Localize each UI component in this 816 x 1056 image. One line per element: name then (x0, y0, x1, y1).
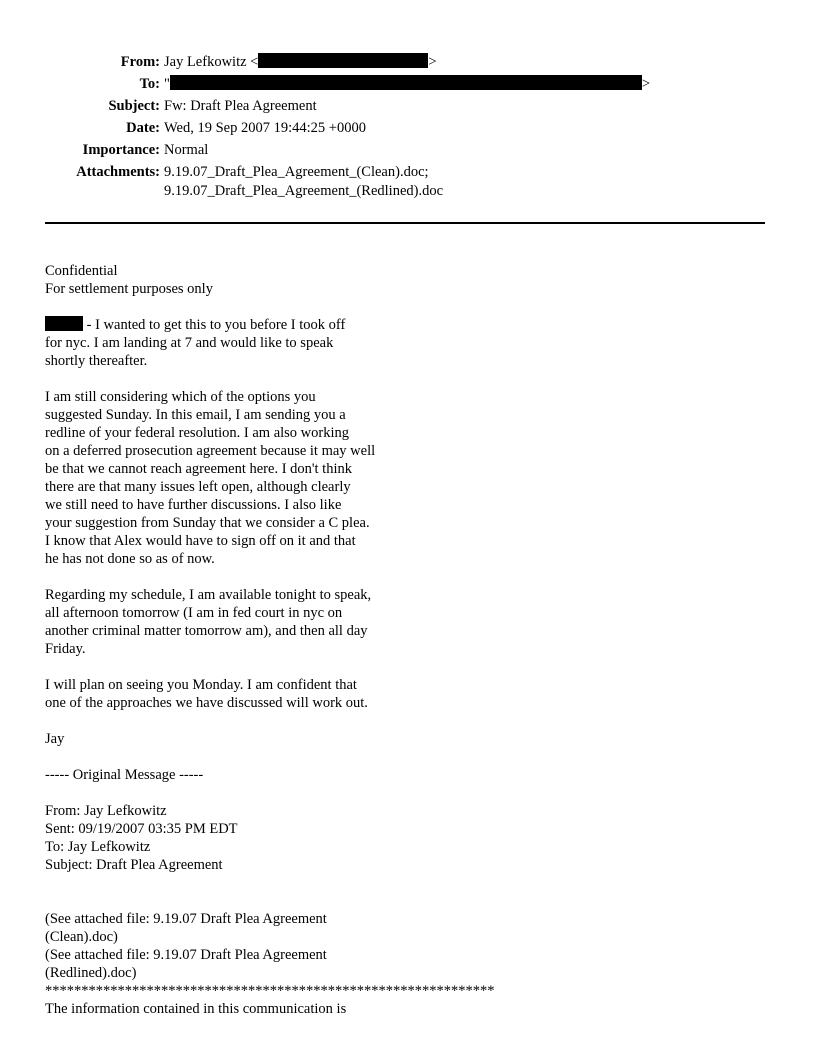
to-open: " (164, 76, 170, 92)
to-value (164, 74, 650, 94)
date-label: Date: (126, 120, 160, 136)
redaction-box (45, 316, 83, 331)
paragraph-line: for nyc. I am landing at 7 and would like to speak (45, 335, 334, 351)
from-label: From: (120, 54, 160, 70)
subject-value: Fw: Draft Plea Agreement (164, 98, 317, 114)
original-sent: Sent: 09/19/2007 03:35 PM EDT (45, 821, 238, 837)
paragraph-line: be that we cannot reach agreement here. I don't think (45, 461, 352, 477)
from-name: Jay Lefkowitz < (164, 54, 259, 70)
paragraph-text: - I wanted to get this to you before I took off (83, 317, 346, 333)
signature: Jay (45, 731, 65, 747)
to-close: > (641, 76, 651, 92)
attached-file-line: (Redlined).doc) (45, 965, 137, 981)
paragraph-line: one of the approaches we have discussed will work out. (45, 695, 368, 711)
settlement-line: For settlement purposes only (45, 281, 213, 297)
attached-file-line: (See attached file: 9.19.07 Draft Plea Agreement (45, 911, 327, 927)
attachments-row-2 (0, 181, 816, 201)
date-row (0, 118, 816, 138)
paragraph-line: I am still considering which of the options you (45, 389, 316, 405)
paragraph-line: all afternoon tomorrow (I am in fed court in nyc on (45, 605, 343, 621)
paragraph-4 (45, 676, 785, 712)
paragraph-line: on a deferred prosecution agreement because it may well (45, 443, 376, 459)
original-message-marker-block (45, 766, 785, 784)
attached-file-line: (Clean).doc) (45, 929, 118, 945)
paragraph-line: Friday. (45, 641, 86, 657)
paragraph-line: suggested Sunday. In this email, I am sending you a (45, 407, 346, 423)
to-label: To: (139, 76, 160, 92)
redaction-box (170, 75, 642, 90)
original-message-marker: ----- Original Message ----- (45, 767, 204, 783)
paragraph-line: we still need to have further discussions. I also like (45, 497, 342, 513)
paragraph-line: another criminal matter tomorrow am), and then all day (45, 623, 368, 639)
importance-label: Importance: (82, 142, 160, 158)
subject-row (0, 96, 816, 116)
from-row (0, 52, 816, 72)
original-subject: Subject: Draft Plea Agreement (45, 857, 223, 873)
original-from: From: Jay Lefkowitz (45, 803, 167, 819)
from-close: > (428, 54, 437, 70)
paragraph-line (45, 316, 785, 334)
paragraph-line: redline of your federal resolution. I am also working (45, 425, 350, 441)
paragraph-1 (45, 316, 785, 370)
attachments-label: Attachments: (76, 164, 160, 180)
paragraph-3 (45, 586, 785, 658)
attached-files-block (45, 910, 785, 1018)
paragraph-line: I will plan on seeing you Monday. I am confident that (45, 677, 357, 693)
paragraph-line: Regarding my schedule, I am available tonight to speak, (45, 587, 372, 603)
header-divider (45, 222, 765, 224)
to-row (0, 74, 816, 94)
importance-value: Normal (164, 142, 209, 158)
attached-file-line: (See attached file: 9.19.07 Draft Plea Agreement (45, 947, 327, 963)
importance-row (0, 140, 816, 160)
attachment-link-clean[interactable]: 9.19.07_Draft_Plea_Agreement_(Clean).doc; (164, 164, 429, 180)
paragraph-line: I know that Alex would have to sign off on it and that (45, 533, 356, 549)
confidential-line: Confidential (45, 263, 118, 279)
attachment-link-redlined[interactable]: 9.19.07_Draft_Plea_Agreement_(Redlined).doc (164, 183, 444, 199)
original-to: To: Jay Lefkowitz (45, 839, 151, 855)
confidential-block (45, 262, 785, 298)
from-value (164, 52, 437, 72)
subject-label: Subject: (108, 98, 160, 114)
date-value: Wed, 19 Sep 2007 19:44:25 +0000 (164, 120, 366, 136)
paragraph-line: shortly thereafter. (45, 353, 148, 369)
attachments-row (0, 162, 816, 182)
paragraph-line: he has not done so as of now. (45, 551, 215, 567)
paragraph-line: your suggestion from Sunday that we consider a C plea. (45, 515, 370, 531)
disclaimer-line: The information contained in this communication is (45, 1001, 347, 1017)
original-message-header (45, 802, 785, 874)
signature-block (45, 730, 785, 748)
paragraph-2 (45, 388, 785, 568)
redaction-box (258, 53, 428, 68)
paragraph-line: there are that many issues left open, although clearly (45, 479, 351, 495)
email-body (45, 262, 785, 1018)
separator-stars: ************************************************************** (45, 983, 495, 999)
